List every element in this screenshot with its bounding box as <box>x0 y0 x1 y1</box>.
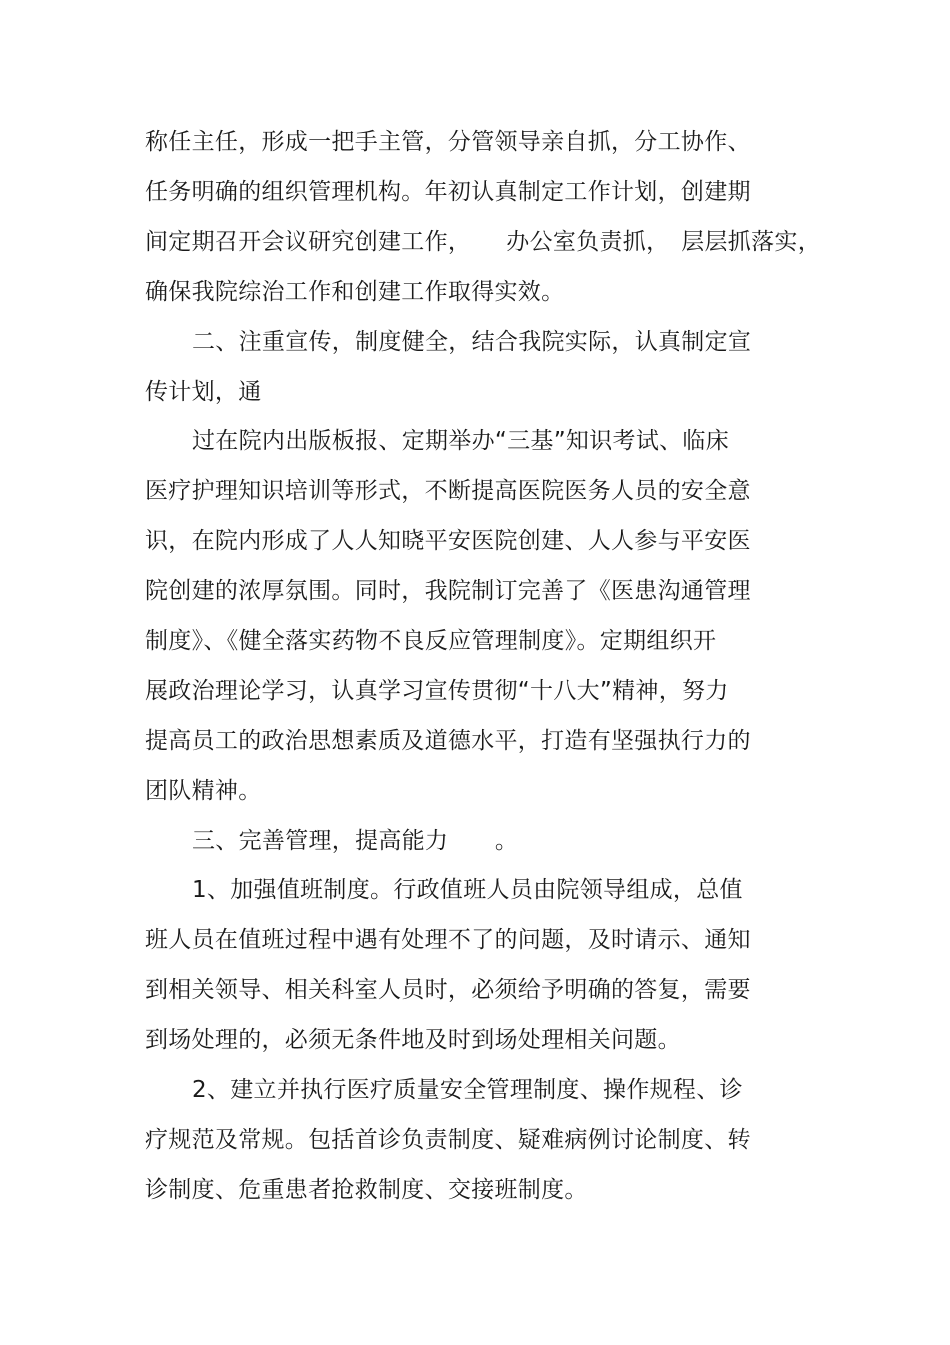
body-text-line: 院创建的浓厚氛围。同时，我院制订完善了《医患沟通管理 <box>145 578 751 604</box>
body-text-line: 医疗护理知识培训等形式，不断提高医院医务人员的安全意 <box>145 478 751 504</box>
body-text-line: 疗规范及常规。包括首诊负责制度、疑难病例讨论制度、转 <box>145 1127 751 1153</box>
section-heading: 二、注重宣传，制度健全，结合我院实际，认真制定宣 <box>192 329 752 355</box>
body-text-line: 诊制度、危重患者抢救制度、交接班制度。 <box>145 1177 588 1203</box>
body-text-line: 班人员在值班过程中遇有处理不了的问题，及时请示、通知 <box>145 927 751 953</box>
list-item-text: 1、加强值班制度。行政值班人员由院领导组成，总值 <box>192 877 743 903</box>
body-text-line: 任务明确的组织管理机构。年初认真制定工作计划，创建期 <box>145 179 751 205</box>
list-item-text: 2、建立并执行医疗质量安全管理制度、操作规程、诊 <box>192 1077 743 1103</box>
body-text-line: 称任主任，形成一把手主管，分管领导亲自抓，分工协作、 <box>145 129 751 155</box>
body-text-line: 展政治理论学习，认真学习宣传贯彻“十八大”精神，努力 <box>145 678 729 704</box>
body-text-line: 确保我院综治工作和创建工作取得实效。 <box>145 279 565 305</box>
body-text-line: 团队精神。 <box>145 778 262 804</box>
body-text-line: 间定期召开会议研究创建工作， 办公室负责抓， 层层抓落实， <box>145 229 821 255</box>
body-text-line: 识，在院内形成了人人知晓平安医院创建、人人参与平安医 <box>145 528 751 554</box>
body-text-line: 到相关领导、相关科室人员时，必须给予明确的答复，需要 <box>145 977 751 1003</box>
body-text-line: 提高员工的政治思想素质及道德水平，打造有坚强执行力的 <box>145 728 751 754</box>
body-text-line: 制度》、《健全落实药物不良反应管理制度》。定期组织开 <box>145 628 717 654</box>
body-text-line: 传计划，通 <box>145 379 262 405</box>
body-text-line: 到场处理的，必须无条件地及时到场处理相关问题。 <box>145 1027 681 1053</box>
body-text-line: 过在院内出版板报、定期举办“三基”知识考试、临床 <box>192 428 730 454</box>
section-heading: 三、完善管理，提高能力 。 <box>192 828 519 854</box>
